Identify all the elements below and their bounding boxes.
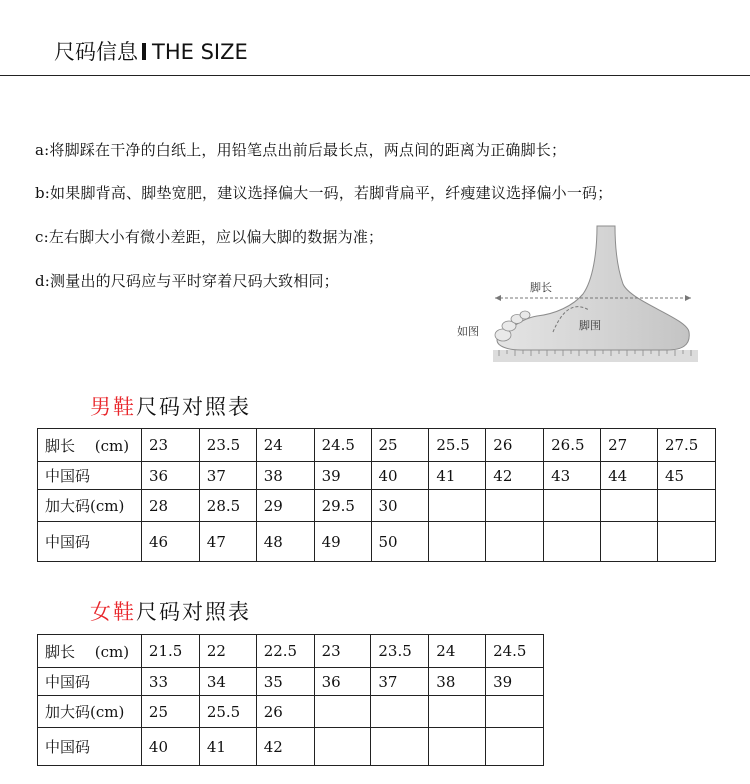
- instruction-a: a:将脚踩在干净的白纸上，用铅笔点出前后最长点，两点间的距离为正确脚长；: [35, 141, 567, 159]
- size-cell: 41: [429, 462, 486, 490]
- women-size-table: [37, 634, 544, 766]
- size-cell: 44: [601, 462, 658, 490]
- size-cell: 24: [429, 635, 486, 668]
- table-row: [38, 635, 544, 668]
- size-cell: 26: [486, 429, 544, 462]
- size-cell: 35: [256, 668, 314, 696]
- size-cell: 37: [371, 668, 429, 696]
- size-cell: 47: [199, 522, 256, 562]
- size-cell: 34: [199, 668, 256, 696]
- header-divider: [0, 75, 750, 76]
- row-label-cell: 中国码: [38, 728, 142, 766]
- size-cell: 38: [256, 462, 314, 490]
- table-row: [38, 490, 716, 522]
- size-cell: 26: [256, 696, 314, 728]
- table-row: [38, 522, 716, 562]
- size-cell: 27.5: [657, 429, 715, 462]
- size-cell: 30: [371, 490, 429, 522]
- size-cell: 40: [371, 462, 429, 490]
- size-cell: 25.5: [429, 429, 486, 462]
- row-label-cell: 加大码(cm): [38, 696, 142, 728]
- size-cell: 23: [314, 635, 371, 668]
- size-cell: [429, 522, 486, 562]
- size-cell: 45: [657, 462, 715, 490]
- instruction-d: d:测量出的尺码应与平时穿着尺码大致相同；: [35, 272, 339, 290]
- foot-measure-illustration: [455, 222, 705, 372]
- size-cell: [544, 490, 601, 522]
- size-cell: [429, 728, 486, 766]
- women-title-accent: 女鞋: [90, 600, 136, 624]
- men-size-title: [90, 391, 251, 421]
- girth-label: 脚围: [579, 319, 601, 332]
- size-cell: 43: [544, 462, 601, 490]
- table-row: [38, 696, 544, 728]
- size-cell: 23.5: [371, 635, 429, 668]
- example-label: 如图: [457, 325, 479, 338]
- size-cell: 46: [141, 522, 199, 562]
- size-cell: [657, 490, 715, 522]
- size-cell: 39: [314, 462, 371, 490]
- size-cell: 24: [256, 429, 314, 462]
- size-cell: 25: [371, 429, 429, 462]
- size-cell: [429, 696, 486, 728]
- row-label-cell: 加大码(cm): [38, 490, 142, 522]
- title-separator-bar: [142, 43, 146, 60]
- size-cell: [657, 522, 715, 562]
- size-cell: 28: [141, 490, 199, 522]
- size-cell: 29.5: [314, 490, 371, 522]
- size-cell: 38: [429, 668, 486, 696]
- row-label-cell: 脚长 (cm): [38, 635, 142, 668]
- size-cell: 21.5: [141, 635, 199, 668]
- size-cell: [601, 522, 658, 562]
- table-row: [38, 429, 716, 462]
- instruction-b: b:如果脚背高、脚垫宽肥，建议选择偏大一码，若脚背扁平，纤瘦建议选择偏小一码；: [35, 184, 613, 202]
- size-cell: 48: [256, 522, 314, 562]
- size-cell: [429, 490, 486, 522]
- size-cell: 25.5: [199, 696, 256, 728]
- size-cell: [486, 522, 544, 562]
- length-label: 脚长: [530, 281, 552, 294]
- size-cell: 23: [141, 429, 199, 462]
- size-cell: 29: [256, 490, 314, 522]
- women-size-title: [90, 596, 251, 626]
- table-row: [38, 462, 716, 490]
- size-cell: 42: [256, 728, 314, 766]
- size-cell: [486, 696, 544, 728]
- page-header: [54, 36, 248, 66]
- size-cell: 49: [314, 522, 371, 562]
- size-cell: 23.5: [199, 429, 256, 462]
- size-cell: [314, 728, 371, 766]
- size-cell: 36: [141, 462, 199, 490]
- size-cell: 37: [199, 462, 256, 490]
- size-cell: [544, 522, 601, 562]
- length-arrow-right-icon: [685, 295, 691, 301]
- row-label-cell: 中国码: [38, 668, 142, 696]
- size-cell: [486, 728, 544, 766]
- size-cell: 22.5: [256, 635, 314, 668]
- table-row: [38, 668, 544, 696]
- header-title-en: THE SIZE: [152, 40, 248, 64]
- header-title-cn: 尺码信息: [54, 40, 138, 64]
- row-label-cell: 脚长 (cm): [38, 429, 142, 462]
- size-cell: 24.5: [486, 635, 544, 668]
- row-label-cell: 中国码: [38, 522, 142, 562]
- size-cell: [486, 490, 544, 522]
- size-cell: 36: [314, 668, 371, 696]
- size-cell: 33: [141, 668, 199, 696]
- men-title-accent: 男鞋: [90, 395, 136, 419]
- length-arrow-left-icon: [495, 295, 501, 301]
- size-cell: 42: [486, 462, 544, 490]
- size-cell: 24.5: [314, 429, 371, 462]
- size-cell: 22: [199, 635, 256, 668]
- men-title-rest: 尺码对照表: [136, 395, 251, 419]
- size-cell: 41: [199, 728, 256, 766]
- table-row: [38, 728, 544, 766]
- men-size-table: [37, 428, 716, 562]
- size-cell: 27: [601, 429, 658, 462]
- size-cell: [371, 696, 429, 728]
- row-label-cell: 中国码: [38, 462, 142, 490]
- women-title-rest: 尺码对照表: [136, 600, 251, 624]
- instruction-c: c:左右脚大小有微小差距，应以偏大脚的数据为准；: [35, 228, 384, 246]
- size-cell: [601, 490, 658, 522]
- size-cell: 50: [371, 522, 429, 562]
- size-cell: 26.5: [544, 429, 601, 462]
- size-cell: 39: [486, 668, 544, 696]
- size-cell: [314, 696, 371, 728]
- size-cell: 28.5: [199, 490, 256, 522]
- size-cell: 40: [141, 728, 199, 766]
- size-cell: [371, 728, 429, 766]
- size-cell: 25: [141, 696, 199, 728]
